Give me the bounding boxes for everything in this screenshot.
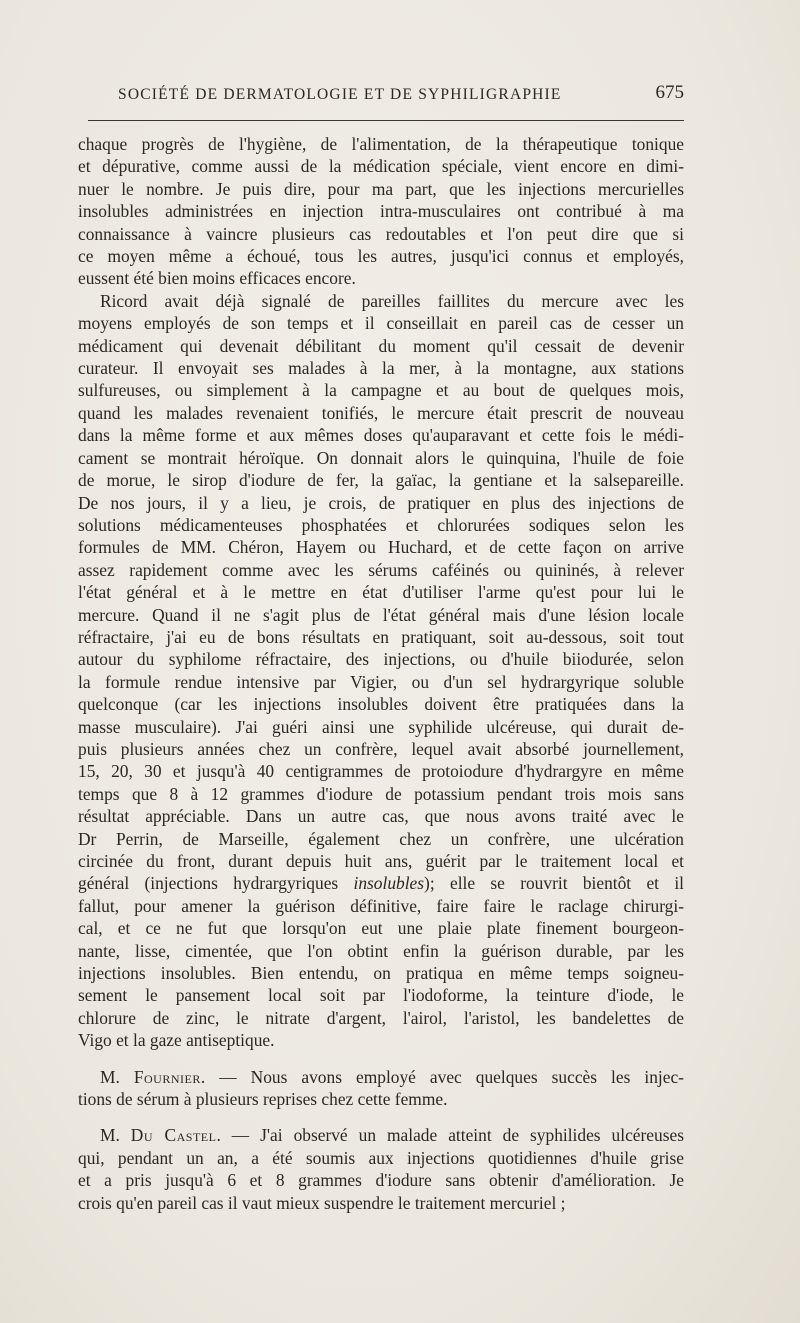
text-line-with-italic xyxy=(78,872,684,894)
paragraph-4 xyxy=(78,1124,684,1214)
text-fragment: général (injections hydrargyriques xyxy=(78,873,354,894)
text-line xyxy=(78,1066,684,1088)
text-line: sulfureuses, ou simplement à la campagne et au bout de quelques mois, xyxy=(78,380,684,401)
text-line xyxy=(78,1124,684,1146)
text-line: moyens employés de son temps et il conseillait en pareil cas de cesser un xyxy=(78,313,684,334)
text-line: insolubles administrées en injection intra-musculaires ont contribué à ma xyxy=(78,201,684,222)
paragraph-gap xyxy=(78,1110,684,1124)
text-line: et a pris jusqu'à 6 et 8 grammes d'iodure sans obtenir d'amélioration. Je xyxy=(78,1170,684,1191)
text-line: connaissance à vaincre plusieurs cas redoutables et l'on peut dire que si xyxy=(78,223,684,244)
text-line: De nos jours, il y a lieu, je crois, de pratiquer en plus des injections de xyxy=(78,492,684,513)
text-line: la formule rendue intensive par Vigier, ou d'un sel hydrargyrique soluble xyxy=(78,671,684,692)
text-line: résultat appréciable. Dans un autre cas, que nous avons traité avec le xyxy=(78,806,684,827)
text-line: fallut, pour amener la guérison définitive, faire faire le raclage chirurgi- xyxy=(78,895,684,916)
text-line: Dr Perrin, de Marseille, également chez un confrère, une ulcération xyxy=(78,828,684,849)
text-line: l'état général et à le mettre en état d'utiliser l'arme qu'est pour lui le xyxy=(78,582,684,603)
text-fragment: . — J'ai observé un malade atteint de syphilides ulcéreuses xyxy=(216,1125,684,1146)
text-line: 15, 20, 30 et jusqu'à 40 centigrammes de protoiodure d'hydrargyre en même xyxy=(78,761,684,782)
speaker-name: Du Castel xyxy=(130,1125,217,1146)
text-line: nante, lisse, cimentée, que l'on obtint enfin la guérison durable, par les xyxy=(78,940,684,961)
speaker-prefix: M. xyxy=(100,1125,131,1146)
speaker-name: Fournier xyxy=(133,1066,201,1087)
header-rule xyxy=(88,120,684,121)
text-line: assez rapidement comme avec les sérums caféinés ou quininés, à relever xyxy=(78,559,684,580)
text-line: chaque progrès de l'hygiène, de l'alimentation, de la thérapeutique tonique xyxy=(78,134,684,154)
text-line: curateur. Il envoyait ses malades à la mer, à la montagne, aux stations xyxy=(78,358,684,379)
text-line: qui, pendant un an, a été soumis aux injections quotidiennes d'huile grise xyxy=(78,1147,684,1168)
paragraph-1 xyxy=(78,133,684,290)
text-line: de morue, le sirop d'iodure de fer, la gaïac, la gentiane et la salsepareille. xyxy=(78,470,684,491)
body-text xyxy=(78,133,684,1214)
page-number: 675 xyxy=(655,82,684,103)
text-line: Ricord avait déjà signalé de pareilles faillites du mercure avec les xyxy=(100,290,684,311)
text-line: quand les malades revenaient tonifiés, le mercure était prescrit de nouveau xyxy=(78,402,684,423)
paragraph-2 xyxy=(78,290,684,1052)
text-line: injections insolubles. Bien entendu, on pratiqua en même temps soigneu- xyxy=(78,963,684,984)
text-line: ce moyen même a échoué, tous les autres, jusqu'ici connus et employés, xyxy=(78,246,684,267)
text-line: temps que 8 à 12 grammes d'iodure de potassium pendant trois mois sans xyxy=(78,783,684,804)
text-line: solutions médicamenteuses phosphatées et chlorurées sodiques selon les xyxy=(78,514,684,535)
text-line: formules de MM. Chéron, Hayem ou Huchard, et de cette façon on arrive xyxy=(78,537,684,558)
text-line: dans la même forme et aux mêmes doses qu'auparavant et cette fois le médi- xyxy=(78,425,684,446)
text-line: nuer le nombre. Je puis dire, pour ma part, que les injections mercurielles xyxy=(78,178,684,199)
text-line: mercure. Quand il ne s'agit plus de l'état général mais d'une lésion locale xyxy=(78,604,684,625)
text-line: chlorure de zinc, le nitrate d'argent, l'airol, l'aristol, les bandelettes de xyxy=(78,1007,684,1028)
text-fragment: . — Nous avons employé avec quelques succès les injec- xyxy=(200,1066,684,1087)
speaker-prefix: M. xyxy=(100,1066,134,1087)
text-line: puis plusieurs années chez un confrère, lequel avait absorbé journellement, xyxy=(78,738,684,759)
text-line: circinée du front, durant depuis huit ans, guérit par le traitement local et xyxy=(78,851,684,871)
text-fragment: ); elle se rouvrit bientôt et il xyxy=(424,873,684,894)
text-line: tions de sérum à plusieurs reprises chez cette femme. xyxy=(78,1089,448,1110)
paragraph-gap xyxy=(78,1052,684,1066)
text-line: sement le pansement local soit par l'iodoforme, la teinture d'iode, le xyxy=(78,985,684,1006)
running-title: SOCIÉTÉ DE DERMATOLOGIE ET DE SYPHILIGRAPHIE xyxy=(118,86,562,103)
text-line: cament se montrait héroïque. On donnait alors le quinquina, l'huile de foie xyxy=(78,447,684,468)
text-line: réfractaire, j'ai eu de bons résultats en pratiquant, soit au-dessous, soit tout xyxy=(78,626,684,647)
page-header xyxy=(118,80,684,110)
text-line: médicament qui devenait débilitant du moment qu'il cessait de devenir xyxy=(78,335,684,356)
text-line: et dépurative, comme aussi de la médication spéciale, vient encore en dimi- xyxy=(78,156,684,177)
text-line: eussent été bien moins efficaces encore. xyxy=(78,268,356,289)
text-line: quelconque (car les injections insolubles doivent être pratiquées dans la xyxy=(78,694,684,715)
text-line: Vigo et la gaze antiseptique. xyxy=(78,1030,275,1051)
text-line: crois qu'en pareil cas il vaut mieux suspendre le traitement mercuriel ; xyxy=(78,1192,566,1213)
text-line: autour du syphilome réfractaire, des injections, ou d'huile biiodurée, selon xyxy=(78,649,684,670)
italic-word: insolubles xyxy=(353,873,425,894)
paragraph-3 xyxy=(78,1066,684,1111)
text-line: cal, et ce ne fut que lorsqu'on eut une plaie plate finement bourgeon- xyxy=(78,918,684,939)
text-line: masse musculaire). J'ai guéri ainsi une syphilide ulcéreuse, qui durait de- xyxy=(78,716,684,737)
